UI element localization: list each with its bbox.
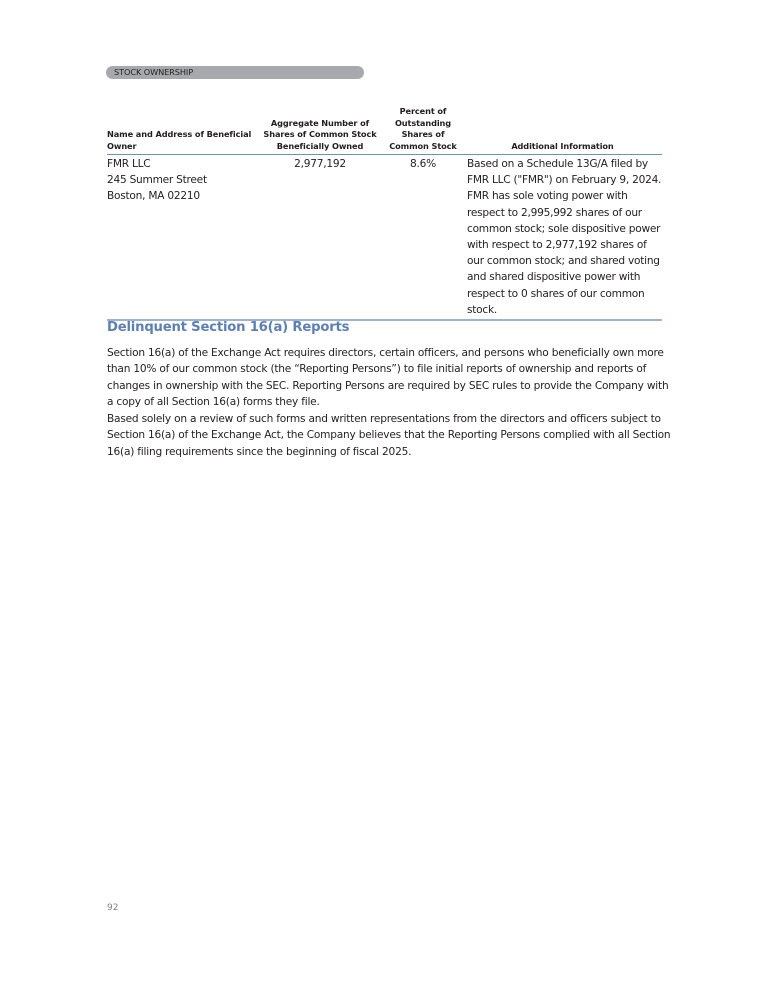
- owner-name: FMR LLC: [107, 158, 151, 170]
- body-paragraph: Based solely on a review of such forms and written representations from the directors and officers subject to Section 16(a) of the Exchange Act, the Company believes that the Reporting Persons complied with all Section 16(a) filing requirements since the beginning of fiscal 2025.: [107, 413, 671, 458]
- column-header-name-address: Name and Address of Beneficial Owner: [107, 106, 257, 155]
- table-header-row: [107, 106, 662, 155]
- section-tab-stock-ownership: [106, 66, 364, 79]
- column-header-aggregate-shares: Aggregate Number of Shares of Common Stock Beneficially Owned: [257, 106, 383, 155]
- owner-address-line2: Boston, MA 02210: [107, 190, 200, 203]
- cell-aggregate-shares: 2,977,192: [257, 155, 383, 321]
- section-tab-label: STOCK OWNERSHIP: [114, 67, 194, 77]
- owner-address-line1: 245 Summer Street: [107, 174, 207, 187]
- beneficial-ownership-table: [107, 106, 662, 321]
- cell-owner-name-address: [107, 155, 257, 321]
- section-heading-delinquent-reports: Delinquent Section 16(a) Reports: [107, 320, 350, 335]
- page-number: 92: [107, 903, 119, 913]
- body-paragraph: Section 16(a) of the Exchange Act requires directors, certain officers, and persons who beneficially own more than 10% of our common stock (the “Reporting Persons”) to file initial reports of ownership and reports of changes in ownership with the SEC. Reporting Persons are required by SEC rules to provide the Company with a copy of all Section 16(a) forms they file.: [107, 347, 669, 408]
- cell-percent: 8.6%: [383, 155, 463, 321]
- column-header-percent: Percent of Outstanding Shares of Common Stock: [383, 106, 463, 155]
- table-row: [107, 155, 662, 321]
- cell-additional-info: Based on a Schedule 13G/A filed by FMR LLC ("FMR") on February 9, 2024. FMR has sole voting power with respect to 2,995,992 shares of our common stock; sole dispositive power with respect to 2,977,192 shares of our common stock; and shared voting and shared dispositive power with respect to 0 shares of our common stock.: [463, 155, 662, 321]
- column-header-additional-info: Additional Information: [463, 106, 662, 155]
